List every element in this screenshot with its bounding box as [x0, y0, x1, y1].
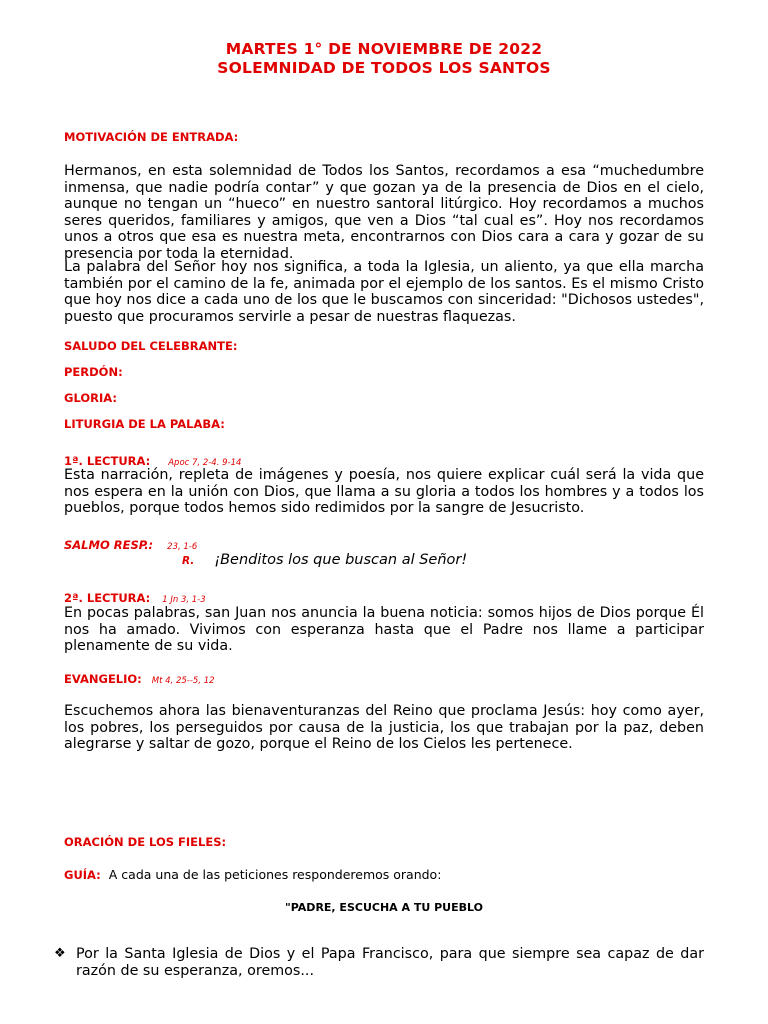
salmo-ref: 23, 1-6	[167, 542, 198, 552]
response-text: ¡Benditos los que buscan al Señor!	[214, 552, 468, 568]
lectura2-title: 2ª. LECTURA:	[64, 591, 151, 605]
evangelio-title: EVANGELIO:	[64, 672, 142, 686]
guia-label: GUÍA:	[64, 868, 101, 882]
salmo-heading	[64, 538, 197, 552]
title-line-2: SOLEMNIDAD DE TODOS LOS SANTOS	[217, 59, 551, 77]
liturgia-heading: LITURGIA DE LA PALABA:	[64, 417, 225, 431]
lectura1-heading	[64, 454, 241, 468]
salmo-title: SALMO RESP.:	[64, 538, 154, 552]
evangelio-text: Escuchemos ahora las bienaventuranzas del Reino que proclama Jesús: hoy como ayer, los pobres, los perseguidos por causa de la justicia, los que trabajan por la paz, deben alegrarse y saltar de gozo, porque el Reino de los Cielos les pertenece.	[64, 703, 704, 753]
oracion-response: "PADRE, ESCUCHA A TU PUEBLO	[285, 901, 483, 914]
gloria-heading: GLORIA:	[64, 391, 117, 405]
response-label: R.	[182, 555, 195, 567]
motivacion-heading: MOTIVACIÓN DE ENTRADA:	[64, 130, 239, 144]
oracion-heading: ORACIÓN DE LOS FIELES:	[64, 835, 227, 849]
perdon-heading: PERDÓN:	[64, 365, 123, 379]
motivacion-text-2: La palabra del Señor hoy nos significa, a toda la Iglesia, un aliento, ya que ella marcha también por el camino de la fe, animada por el ejemplo de los santos. Es el mismo Cristo que hoy nos dice a cada uno de los que le buscamos con sinceridad: "Dichosos ustedes", puesto que procuramos servirle a pesar de nuestras flaquezas.	[64, 259, 704, 325]
saludo-heading: SALUDO DEL CELEBRANTE:	[64, 339, 238, 353]
title-line-1: MARTES 1° DE NOVIEMBRE DE 2022	[225, 40, 543, 58]
evangelio-ref: Mt 4, 25--5, 12	[151, 676, 215, 686]
lectura1-ref: Apoc 7, 2-4. 9-14	[168, 458, 242, 468]
lectura2-text: En pocas palabras, san Juan nos anuncia la buena noticia: somos hijos de Dios porque Él nos ha amado. Vivimos con esperanza hasta que el Padre nos llame a participar plenamente de su vida.	[64, 605, 704, 655]
lectura1-title: 1ª. LECTURA:	[64, 454, 151, 468]
petition-text: Por la Santa Iglesia de Dios y el Papa Francisco, para que siempre sea capaz de dar razón de su esperanza, oremos...	[76, 946, 704, 979]
guia-text: A cada una de las peticiones responderemos orando:	[108, 867, 442, 882]
lectura2-ref: 1 Jn 3, 1-3	[162, 595, 206, 605]
motivacion-text: Hermanos, en esta solemnidad de Todos los Santos, recordamos a esa “muchedumbre inmensa, que nadie podría contar” y que gozan ya de la presencia de Dios en el cielo, aunque no tengan un “hueco” en nuestro santoral litúrgico. Hoy recordamos a muchos seres queridos, familiares y amigos, que ven a Dios “tal cual es”. Hoy nos recordamos unos a otros que esa es nuestra meta, encontrarnos con Dios cara a cara y gozar de su presencia por toda la eternidad.	[64, 163, 704, 262]
diamond-bullet-icon: ❖	[54, 946, 66, 961]
salmo-response	[182, 552, 467, 568]
guia-line	[64, 867, 441, 882]
evangelio-heading	[64, 672, 215, 686]
lectura2-heading	[64, 591, 206, 605]
lectura1-text: Esta narración, repleta de imágenes y poesía, nos quiere explicar cuál será la vida que nos espera en la unión con Dios, que llama a su gloria a todos los hombres y a todos los pueblos, porque todos hemos sido redimidos por la sangre de Jesucristo.	[64, 467, 704, 517]
